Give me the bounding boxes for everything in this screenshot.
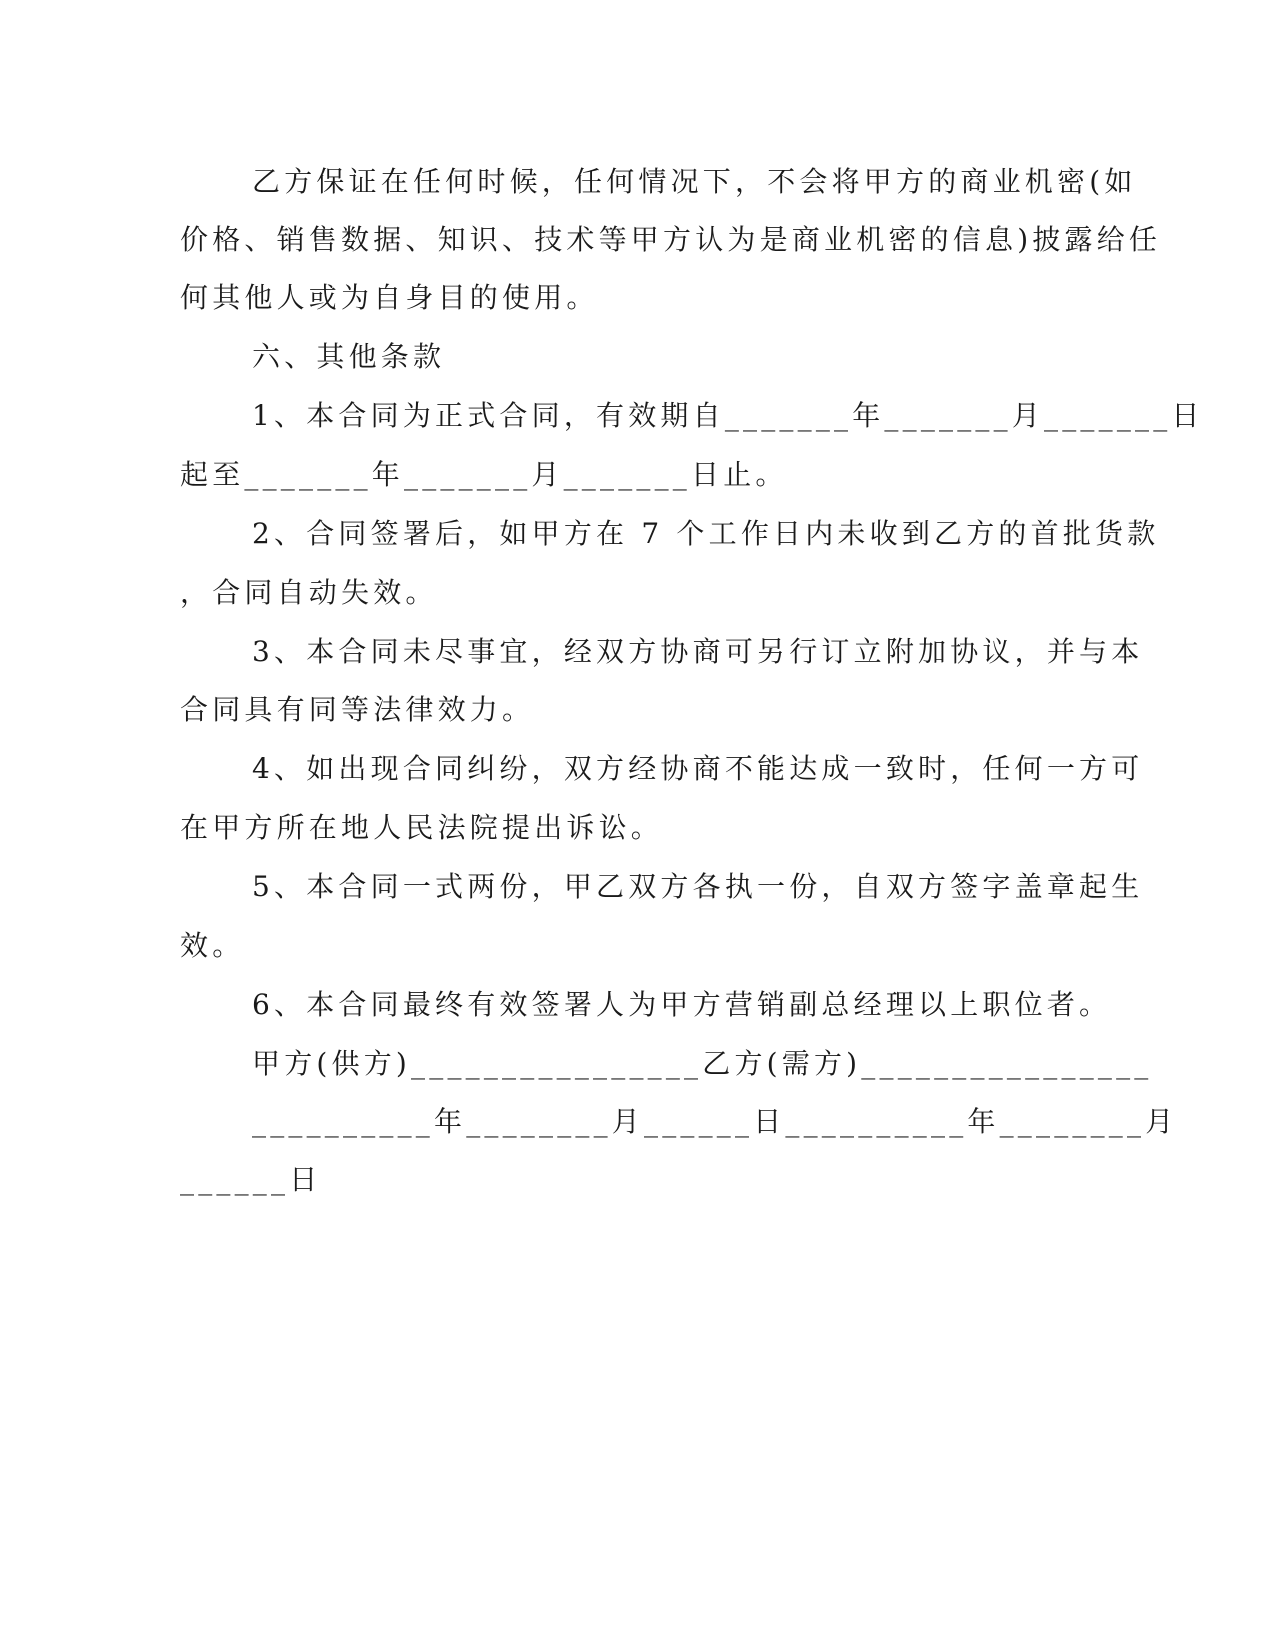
clause-2-line-2: ，合同自动失效。 xyxy=(180,576,438,609)
clause-1-line-2: 起至_______年_______月_______日止。 xyxy=(180,458,788,491)
paragraph-confidentiality-line-2: 价格、销售数据、知识、技术等甲方认为是商业机密的信息)披露给任 xyxy=(180,223,1162,256)
clause-4-line-2: 在甲方所在地人民法院提出诉讼。 xyxy=(180,811,664,844)
clause-2-line-1: 2、合同签署后，如甲方在 7 个工作日内未收到乙方的首批货款 xyxy=(252,517,1160,550)
signature-date-line-2: ______日 xyxy=(180,1163,322,1196)
signature-parties-line: 甲方(供方)________________乙方(需方)________________ xyxy=(252,1047,1153,1080)
clause-4-line-1: 4、如出现合同纠纷，双方经协商不能达成一致时，任何一方可 xyxy=(252,752,1144,785)
signature-date-line-1: __________年________月______日__________年________月 xyxy=(252,1105,1178,1138)
clause-3-line-1: 3、本合同未尽事宜，经双方协商可另行订立附加协议，并与本 xyxy=(252,635,1144,668)
paragraph-confidentiality-line-3: 何其他人或为自身目的使用。 xyxy=(180,281,599,314)
clause-6: 6、本合同最终有效签署人为甲方营销副总经理以上职位者。 xyxy=(252,988,1112,1021)
section-heading-other-terms: 六、其他条款 xyxy=(252,340,446,373)
clause-1-line-1: 1、本合同为正式合同，有效期自_______年_______月_______日 xyxy=(252,399,1204,432)
clause-3-line-2: 合同具有同等法律效力。 xyxy=(180,693,535,726)
paragraph-confidentiality-line-1: 乙方保证在任何时候，任何情况下，不会将甲方的商业机密(如 xyxy=(252,165,1137,198)
clause-5-line-2: 效。 xyxy=(180,929,245,962)
clause-5-line-1: 5、本合同一式两份，甲乙双方各执一份，自双方签字盖章起生 xyxy=(252,870,1144,903)
